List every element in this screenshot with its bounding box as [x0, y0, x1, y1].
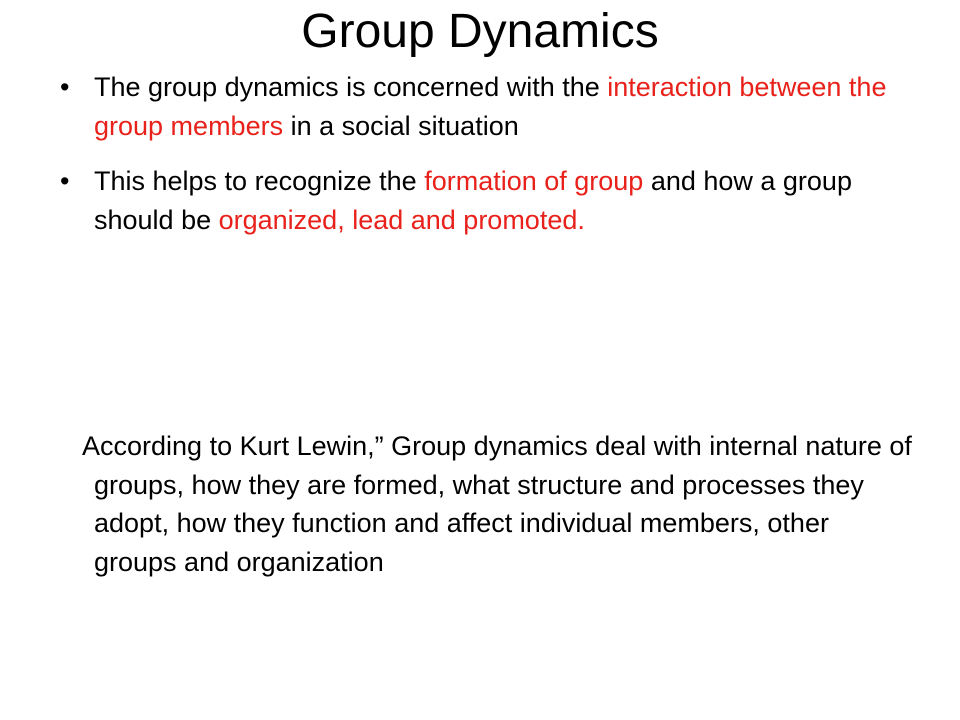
- bullet-highlight: formation of group: [424, 166, 644, 196]
- bullet-dot-icon: •: [60, 166, 70, 196]
- bullet-highlight: organized, lead and promoted.: [218, 204, 585, 235]
- bullet-text: in a social situation: [283, 110, 519, 141]
- bullet-text: and how a group should be: [94, 166, 852, 235]
- bullet-list: [60, 68, 920, 256]
- bullet-highlight: interaction between the group members: [94, 72, 887, 141]
- bullet-item: [60, 162, 920, 239]
- bullet-text: The group dynamics is concerned with the: [94, 72, 608, 102]
- bullet-text: This helps to recognize the: [94, 166, 425, 196]
- bullet-item: [60, 68, 920, 145]
- bullet-dot-icon: •: [60, 72, 70, 102]
- lewin-quote: According to Kurt Lewin,” Group dynamics deal with internal nature of groups, how they are formed, what structure and processes they adopt, how they function and affect individual members, other groups and organization: [82, 431, 912, 577]
- slide-title: Group Dynamics: [301, 5, 659, 58]
